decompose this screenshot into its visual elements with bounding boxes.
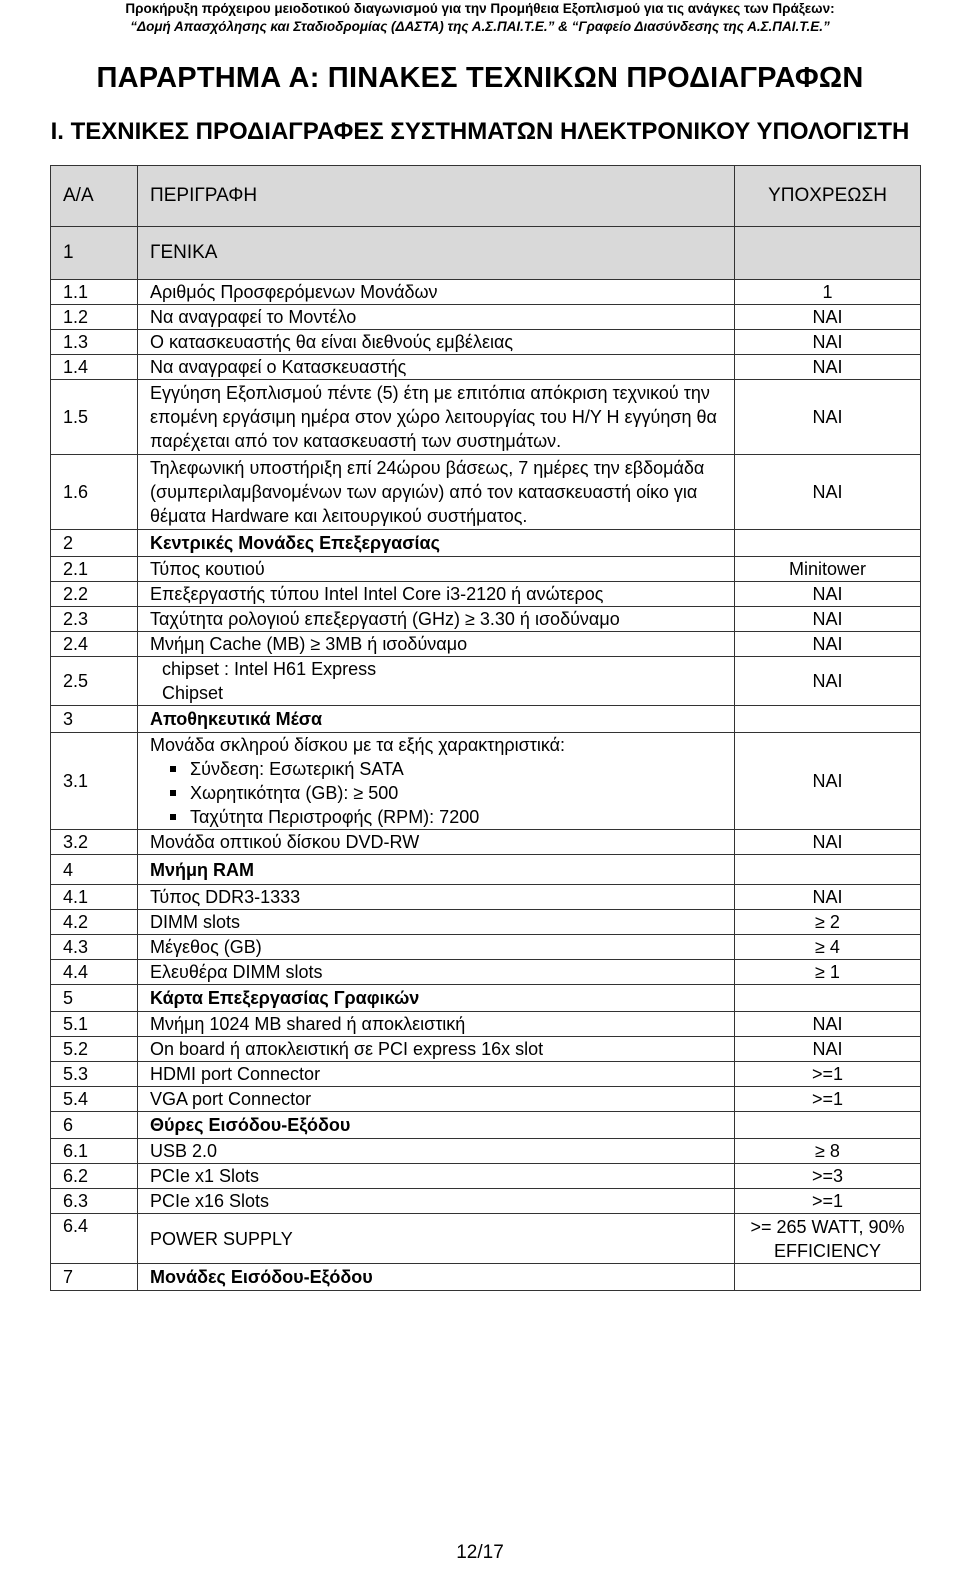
row-requirement: ΝΑΙ (735, 830, 921, 855)
table-row (51, 582, 921, 607)
row-num: 2.3 (51, 607, 138, 632)
row-requirement: ΝΑΙ (735, 330, 921, 355)
row-requirement: >=1 (735, 1189, 921, 1214)
table-row (51, 330, 921, 355)
row-description: Μονάδα οπτικού δίσκου DVD-RW (138, 830, 735, 855)
table-row (51, 1189, 921, 1214)
section-row (51, 1112, 921, 1139)
row-requirement: ΝΑΙ (735, 607, 921, 632)
row-num: 4.2 (51, 910, 138, 935)
row-description: Τύπος κουτιού (138, 557, 735, 582)
page-number: 12/17 (456, 1542, 504, 1563)
row-requirement: ΝΑΙ (735, 455, 921, 530)
section-row (51, 1264, 921, 1291)
row-requirement (735, 1112, 921, 1139)
table-row (51, 733, 921, 830)
row-num: 6.2 (51, 1164, 138, 1189)
section-row (51, 855, 921, 885)
row-requirement: >=1 (735, 1062, 921, 1087)
table-row (51, 380, 921, 455)
row-description: PCIe x16 Slots (138, 1189, 735, 1214)
table-row (51, 885, 921, 910)
row-description: Ταχύτητα ρολογιού επεξεργαστή (GHz) ≥ 3.30 ή ισοδύναμο (138, 607, 735, 632)
table-row (51, 830, 921, 855)
row-num: 3 (51, 706, 138, 733)
row-num: 6.3 (51, 1189, 138, 1214)
row-description: Κάρτα Επεξεργασίας Γραφικών (138, 985, 735, 1012)
table-row (51, 1139, 921, 1164)
row-description: Μνήμη 1024 MB shared ή αποκλειστική (138, 1012, 735, 1037)
table-row (51, 935, 921, 960)
row-requirement (735, 1264, 921, 1291)
row-num: 2.1 (51, 557, 138, 582)
row-num: 2 (51, 530, 138, 557)
row-requirement: 1 (735, 280, 921, 305)
document-header-line2: “Δομή Απασχόλησης και Σταδιοδρομίας (ΔΑΣΤΑ) της Α.Σ.ΠΑΙ.Τ.Ε.” & “Γραφείο Διασύνδεσης της Α.Σ.ΠΑΙ.Τ.Ε.” (130, 19, 830, 34)
row-num: 1.5 (51, 380, 138, 455)
row-description: Κεντρικές Μονάδες Επεξεργασίας (138, 530, 735, 557)
row-description: USB 2.0 (138, 1139, 735, 1164)
row-num: 6.1 (51, 1139, 138, 1164)
row-num: 7 (51, 1264, 138, 1291)
row-description: Ελευθέρα DIMM slots (138, 960, 735, 985)
row-requirement (735, 530, 921, 557)
row-description: Μέγεθος (GB) (138, 935, 735, 960)
row-num: 1.3 (51, 330, 138, 355)
bullet-item: Σύνδεση: Εσωτερική SATA (150, 757, 722, 781)
row-description: Επεξεργαστής τύπου Intel Intel Core i3-2120 ή ανώτερος (138, 582, 735, 607)
table-row (51, 355, 921, 380)
page-title: ΠΑΡΑΡΤΗΜΑ Α: ΠΙΝΑΚΕΣ ΤΕΧΝΙΚΩΝ ΠΡΟΔΙΑΓΡΑΦΩΝ (96, 62, 864, 94)
header-description: ΠΕΡΙΓΡΑΦΗ (138, 166, 735, 227)
row-num: 3.2 (51, 830, 138, 855)
row-requirement (735, 855, 921, 885)
table-row (51, 305, 921, 330)
row-requirement: ≥ 8 (735, 1139, 921, 1164)
row-requirement: ΝΑΙ (735, 632, 921, 657)
row-num: 1.2 (51, 305, 138, 330)
row-description (138, 733, 735, 830)
table-row (51, 607, 921, 632)
row-description: Αποθηκευτικά Μέσα (138, 706, 735, 733)
section-row (51, 706, 921, 733)
row-description: Μνήμη Cache (MB) ≥ 3MB ή ισοδύναμο (138, 632, 735, 657)
row-description: On board ή αποκλειστική σε PCI express 16x slot (138, 1037, 735, 1062)
table-row (51, 1214, 921, 1264)
row-description: DIMM slots (138, 910, 735, 935)
table-row (51, 280, 921, 305)
row-requirement: ΝΑΙ (735, 355, 921, 380)
row-description: VGA port Connector (138, 1087, 735, 1112)
table-row (51, 910, 921, 935)
row-description: Τύπος DDR3-1333 (138, 885, 735, 910)
row-requirement: ΝΑΙ (735, 657, 921, 706)
table-row (51, 657, 921, 706)
row-description: ΓΕΝΙΚΑ (138, 227, 735, 280)
row-num: 3.1 (51, 733, 138, 830)
section-row (51, 530, 921, 557)
row-description: Εγγύηση Εξοπλισμού πέντε (5) έτη με επιτόπια απόκριση τεχνικού την επομένη εργάσιμη ημέρα στον χώρο λειτουργίας του Η/Υ Η εγγύηση θα παρέχεται από τον κατασκευαστή των συστημάτων. (138, 380, 735, 455)
row-num: 4.1 (51, 885, 138, 910)
table-row (51, 1087, 921, 1112)
row-requirement: ΝΑΙ (735, 305, 921, 330)
row-description: Μνήμη RAM (138, 855, 735, 885)
row-requirement: ΝΑΙ (735, 380, 921, 455)
row-description: PCIe x1 Slots (138, 1164, 735, 1189)
row-num: 2.5 (51, 657, 138, 706)
row-requirement: ΝΑΙ (735, 885, 921, 910)
bullet-item: Ταχύτητα Περιστροφής (RPM): 7200 (150, 805, 722, 829)
row-description (138, 657, 735, 706)
row-requirement: Minitower (735, 557, 921, 582)
row-num: 5.2 (51, 1037, 138, 1062)
row-requirement: >= 265 WATT, 90% EFFICIENCY (735, 1214, 921, 1264)
row-num: 6 (51, 1112, 138, 1139)
table-row (51, 632, 921, 657)
row-requirement: ≥ 4 (735, 935, 921, 960)
spec-table (50, 165, 921, 1291)
row-description: HDMI port Connector (138, 1062, 735, 1087)
row-requirement: >=3 (735, 1164, 921, 1189)
row-requirement (735, 227, 921, 280)
table-row (51, 455, 921, 530)
table-row (51, 960, 921, 985)
row-num: 2.2 (51, 582, 138, 607)
row-num: 5.1 (51, 1012, 138, 1037)
document-header-line1: Προκήρυξη πρόχειρου μειοδοτικού διαγωνισμού για την Προμήθεια Εξοπλισμού για τις ανάγκες των Πράξεων: (125, 1, 835, 16)
section-row (51, 985, 921, 1012)
row-requirement: ΝΑΙ (735, 1012, 921, 1037)
disk-intro: Μονάδα σκληρού δίσκου με τα εξής χαρακτηριστικά: (150, 735, 566, 755)
header-requirement: ΥΠΟΧΡΕΩΣΗ (735, 166, 921, 227)
table-row (51, 557, 921, 582)
row-description: Ο κατασκευαστής θα είναι διεθνούς εμβέλειας (138, 330, 735, 355)
section-row-general (51, 227, 921, 280)
table-row (51, 1164, 921, 1189)
row-requirement (735, 706, 921, 733)
row-requirement: ≥ 1 (735, 960, 921, 985)
row-requirement: ΝΑΙ (735, 1037, 921, 1062)
row-requirement: ≥ 2 (735, 910, 921, 935)
row-description: Θύρες Εισόδου-Εξόδου (138, 1112, 735, 1139)
row-num: 6.4 (51, 1214, 138, 1264)
row-requirement: ΝΑΙ (735, 582, 921, 607)
row-requirement: ΝΑΙ (735, 733, 921, 830)
row-num: 4.4 (51, 960, 138, 985)
row-description: Να αναγραφεί ο Κατασκευαστής (138, 355, 735, 380)
section-subtitle: I. ΤΕΧΝΙΚΕΣ ΠΡΟΔΙΑΓΡΑΦΕΣ ΣΥΣΤΗΜΑΤΩΝ ΗΛΕΚΤΡΟΝΙΚΟΥ ΥΠΟΛΟΓΙΣΤΗ (50, 118, 910, 145)
row-description: Αριθμός Προσφερόμενων Μονάδων (138, 280, 735, 305)
row-num: 2.4 (51, 632, 138, 657)
row-num: 1 (51, 227, 138, 280)
row-num: 1.1 (51, 280, 138, 305)
row-description: Τηλεφωνική υποστήριξη επί 24ώρου βάσεως, 7 ημέρες την εβδομάδα (συμπεριλαμβανομένων των αργιών) από τον κατασκευαστή οίκο για θέματα Hardware και λειτουργικού συστήματος. (138, 455, 735, 530)
row-description: POWER SUPPLY (138, 1214, 735, 1264)
row-num: 5.3 (51, 1062, 138, 1087)
table-row (51, 1062, 921, 1087)
row-num: 5.4 (51, 1087, 138, 1112)
header-num: Α/Α (51, 166, 138, 227)
row-num: 1.6 (51, 455, 138, 530)
row-requirement (735, 985, 921, 1012)
chipset-line-1: chipset : Intel H61 Express (162, 659, 377, 679)
row-requirement: >=1 (735, 1087, 921, 1112)
table-row (51, 1012, 921, 1037)
row-description: Να αναγραφεί το Μοντέλο (138, 305, 735, 330)
chipset-line-2: Chipset (162, 683, 224, 703)
row-num: 5 (51, 985, 138, 1012)
bullet-item: Χωρητικότητα (GB): ≥ 500 (150, 781, 722, 805)
row-num: 1.4 (51, 355, 138, 380)
row-num: 4.3 (51, 935, 138, 960)
table-header-row (51, 166, 921, 227)
row-num: 4 (51, 855, 138, 885)
row-description: Μονάδες Εισόδου-Εξόδου (138, 1264, 735, 1291)
table-row (51, 1037, 921, 1062)
